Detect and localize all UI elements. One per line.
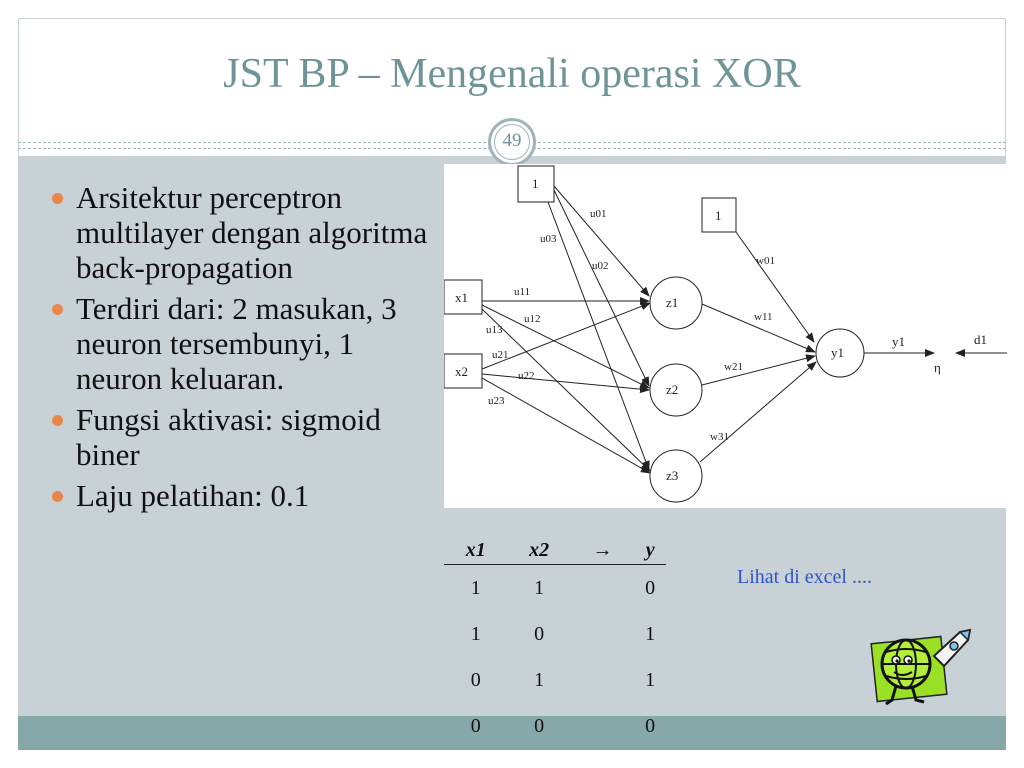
slide-title: JST BP – Mengenali operasi XOR: [223, 51, 801, 97]
cell-x1: 1: [470, 622, 481, 645]
weight-u03: u03: [540, 233, 557, 245]
x2-label: x2: [455, 364, 468, 379]
weight-u13: u13: [486, 324, 503, 336]
cell-y: 1: [645, 622, 656, 645]
cell-x1: 0: [470, 714, 481, 737]
cell-y: 1: [645, 668, 656, 691]
bullet-item: Terdiri dari: 2 masukan, 3 neuron tersembunyi, 1 neuron keluaran.: [40, 291, 435, 396]
weight-w31: w31: [710, 431, 729, 443]
z2-label: z2: [666, 382, 679, 397]
bias-input-label: 1: [532, 176, 539, 191]
target-label: d1: [974, 332, 987, 347]
weight-w21: w21: [724, 361, 743, 373]
weight-u12: u12: [524, 313, 541, 325]
bias-hidden-label: 1: [715, 208, 722, 223]
edge-u12: [482, 305, 649, 388]
xor-truth-table: [444, 536, 666, 749]
bullet-item: Fungsi aktivasi: sigmoid biner: [40, 402, 435, 472]
table-row: [444, 611, 666, 657]
bullet-item: Arsitektur perceptron multilayer dengan algoritma back-propagation: [40, 180, 435, 285]
table-row: [444, 565, 666, 612]
z3-label: z3: [666, 468, 679, 483]
cell-x2: 0: [534, 622, 545, 645]
edge-u01: [554, 186, 649, 296]
eta-label: η: [934, 360, 941, 375]
cell-arrow: [571, 565, 634, 612]
cell-x1: 1: [470, 576, 481, 599]
edge-u03: [548, 202, 649, 470]
output-label: y1: [892, 334, 905, 349]
edge-w01: [736, 232, 814, 342]
globe-rocket-clipart: [862, 618, 982, 718]
cell-y: 0: [645, 576, 656, 599]
excel-note: Lihat di excel ....: [737, 566, 872, 588]
weight-u22: u22: [518, 370, 535, 382]
page-number: 49: [488, 118, 536, 166]
network-diagram: [444, 164, 1007, 508]
header-x1: x1: [444, 536, 507, 565]
cell-arrow: [571, 657, 634, 703]
weight-w11: w11: [754, 311, 773, 323]
edge-u23: [482, 378, 650, 473]
header-arrow: →: [571, 536, 634, 565]
network-svg: [444, 164, 1007, 508]
table-row: [444, 657, 666, 703]
cell-y: 0: [645, 714, 656, 737]
cell-x2: 1: [534, 576, 545, 599]
cell-x2: 0: [534, 714, 545, 737]
weight-u23: u23: [488, 395, 505, 407]
edge-u22: [482, 374, 649, 390]
cell-arrow: [571, 611, 634, 657]
table-row: [444, 703, 666, 749]
weight-u11: u11: [514, 286, 531, 298]
header-x2: x2: [507, 536, 570, 565]
header-y: y: [634, 536, 666, 565]
globe-rocket-icon: [862, 618, 982, 718]
cell-x1: 0: [470, 668, 481, 691]
table-header-row: [444, 536, 666, 565]
weight-w01: w01: [756, 255, 775, 267]
x1-label: x1: [455, 290, 468, 305]
z1-label: z1: [666, 295, 679, 310]
bullet-item: Laju pelatihan: 0.1: [40, 478, 435, 513]
bullet-list: [40, 180, 435, 519]
cell-x2: 1: [534, 668, 545, 691]
weight-u21: u21: [492, 349, 509, 361]
weight-u01: u01: [590, 208, 607, 220]
edge-u13: [482, 309, 650, 471]
y1-node-label: y1: [831, 345, 844, 360]
edge-w31: [700, 362, 816, 462]
edge-w21: [702, 356, 815, 385]
cell-arrow: [571, 703, 634, 749]
weight-u02: u02: [592, 260, 609, 272]
